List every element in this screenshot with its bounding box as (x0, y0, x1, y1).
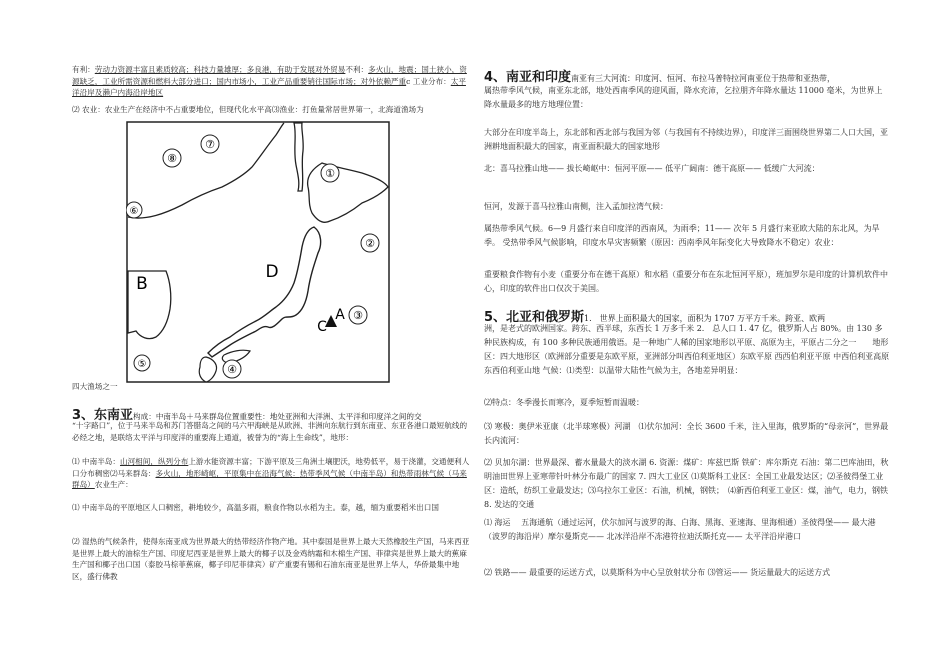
favorable-label: 有利： (72, 65, 95, 74)
india-agriculture-text: 重要粮食作物有小麦（重要分布在德干高原）和水稻（重要分布在东北恒河平原），班加罗尔是印度的计算机软件中心，印度的软件出口仅次于美国。 (484, 270, 888, 293)
russia-overview-text: 洲，是老式的欧洲国家。跨东、西半球，东西长 1 万多千米 2. 总人口 1. 47 亿，俄罗斯人占 80%。由 130 多种民族构成，有 100 多种民族通用俄语。是一种地广人稀的国家地形以平原、高原为主，平原占二分之一 地形区：四大地形区（欧洲部分重要是东欧平原，亚洲部分叫西伯利亚地区）东欧平原 西西伯利亚平原 中西伯利亚高原 东西伯利亚山地 气候：⑴类型：以温带大陆性气候为主，各地差异明显： (484, 324, 890, 375)
section-3-intro: 构成：中南半岛＋马来群岛位置重要性：地处亚洲和大洋洲、太平洋和印度洋之间的交 (133, 412, 422, 421)
agriculture-label: 农业生产： (94, 480, 133, 490)
map-label-8: ⑧ (167, 152, 177, 165)
section-3-title: 3、东南亚 (72, 408, 134, 423)
map-label-6: ⑥ (129, 206, 139, 217)
map-label-1: ① (325, 167, 335, 180)
malay-terrain: 多火山，地形崎岖，平原集中在沿海气候： (155, 468, 300, 478)
map-caption: 四大渔场之一 (72, 382, 118, 391)
map-marker-8 (163, 149, 181, 167)
ganges-text: 恒河，发源于喜马拉雅山南侧，注入孟加拉湾气候： (484, 202, 668, 211)
russia-resources-industry-text: ⑵ 贝加尔湖：世界最深、蓄水量最大的淡水湖 6. 资源：煤矿：库兹巴斯 铁矿：库尔斯克 石油：第二巴库油田，秋明油田世界上亚寒带针叶林分布最广的国家 7. 四大工业区 ⑴莫斯科工业区：全国工业最发达区；⑵圣彼得堡工业区：造纸，纺织工业最发达；⑶乌拉尔工业区：石油，机械，钢铁； ⑷新西伯利亚工业区：煤，油气，电力，钢铁 8. 发达的交通 (484, 458, 889, 509)
map-label-a: A (335, 307, 345, 323)
map-label-c: C (317, 319, 327, 335)
india-location-text: 大部分在印度半岛上，东北部和西北部与我国为邻（与我国有不持续边界），印度洋三面围绕世界第二人口大国，亚洲耕地面积最大的国家，南亚面积最大的国家地形 (484, 128, 888, 151)
section-4-title: 4、南亚和印度 (484, 70, 572, 85)
map-label-4: ④ (227, 363, 237, 376)
russia-rivers-text: ⑶ 寒极：奥伊米亚康（北半球寒极）河湖 ⑴伏尔加河：全长 3600 千米，注入里海，俄罗斯的“母亲河”，世界最长内流河： (484, 422, 889, 445)
map-marker-7 (201, 135, 219, 153)
map-label-sea-b: B (136, 274, 148, 294)
india-terrain-text: 北：喜马拉雅山地—— 拔长崎岖中：恒河平原—— 低平广阔南：德干高原—— 低缓广大河流： (484, 164, 820, 173)
section-5-intro: 1. 世界上面积最大的国家，面积为 1707 万平方千米。跨亚、欧两 (584, 314, 826, 323)
russia-sea-transport-text: ⑴ 海运 五海通航（通过运河，伏尔加河与波罗的海、白海、黑海、亚速海、里海相通）圣彼得堡—— 最大港（波罗的海沿岸）摩尔曼斯克—— 北冰洋沿岸不冻港符拉迪沃斯托克—— 太平洋沿岸港口 (484, 518, 876, 541)
industry-distribution: 太平洋沿岸及濑户内海沿岸地区 (72, 76, 466, 98)
section-4-intro: 南亚有三大河流：印度河、恒河、布拉马普特拉河南亚位于热带和亚热带， (571, 74, 836, 83)
sea-position-paragraph: “十字路口”，位于马来半岛和苏门答腊岛之间的马六甲海峡是从欧洲、非洲向东航行到东南亚、东亚各港口最短航线的必经之地，是联络太平洋与印度洋的重要海上通道，被誉为的“海上生命线”，地形： (72, 421, 468, 442)
map-marker-6 (126, 202, 142, 218)
terrain-climate-paragraph (72, 456, 472, 491)
map-label-5: ⑤ (137, 359, 147, 370)
unfavorable-text: 多火山，地震；国土狭小，资源缺乏，工业所需资源和燃料大部分进口；国内市场小，工业产品重要销往国际市场；对外依赖严重 (72, 65, 467, 86)
unfavorable-label: 不利： (345, 65, 369, 74)
japan-conditions-paragraph (72, 64, 472, 99)
rice-paragraph: ⑴ 中南半岛的平原地区人口稠密，耕地较少，高温多雨，粮食作物以水稻为主。泰，越，缅为重要稻米出口国 (72, 503, 439, 512)
map-label-7: ⑦ (205, 138, 215, 151)
section-5-title: 5、北亚和俄罗斯 (484, 310, 585, 325)
cash-crops-paragraph: ⑵ 湿热的气候条件，使得东南亚成为世界最大的热带经济作物产地。其中泰国是世界上最大天然橡胶生产国，马来西亚是世界上最大的油棕生产国、印度尼西亚是世界上最大的椰子以及金鸡纳霜和木棉生产国、菲律宾是世界上最大的蕉麻生产国和椰子出口国（泰胶马棕菲蕉麻，椰子印尼菲律宾）矿产重要有锡和石油东南亚是世界上华人，华侨最集中地区，盛行佛教 (72, 537, 470, 581)
japan-map (126, 121, 390, 383)
map-label-2: ② (365, 237, 375, 250)
climate-type: 热带季风气候（中南半岛）和热带雨林气候（马来群岛） (72, 468, 467, 490)
map-marker-5 (134, 355, 150, 371)
section-4-heading (484, 66, 835, 85)
favorable-text: 劳动力资源丰富且素质较高；科技力量雄厚； (94, 65, 247, 74)
russia-climate-feature-text: ⑵特点：冬季漫长而寒冷，夏季短暂而温暖： (484, 398, 644, 407)
map-marker-3 (349, 306, 367, 324)
south-asia-climate-text: 属热带季风气候，南亚东北部，地处西南季风的迎风面，降水充沛，乞拉朋齐年降水量达 11000 毫米，为世界上降水量最多的地方地理位置： (484, 86, 883, 109)
favorable-text-2: 多良港，有助于发展对外贸易 (246, 65, 346, 74)
indochina-label: ⑴ 中南半岛： (72, 457, 120, 466)
russia-rail-pipeline-text: ⑵ 铁路—— 最重要的运送方式，以莫斯科为中心呈放射状分布 ⑶管运—— 货运量最大的运送方式 (484, 568, 831, 577)
indochina-detail: 上游水能资源丰富；下游平原及三角洲土壤肥沃，地势低平，易于浇灌，交通便利人口分布稠密⑵马来群岛： (72, 457, 470, 478)
map-label-3: ③ (353, 309, 363, 322)
india-climate-text: 属热带季风气候。6—9 月盛行来自印度洋的西南风，为雨季；11—— 次年 5 月盛行来亚欧大陆的东北风，为旱季。 受热带季风气候影响，印度水旱灾害频繁（原因：西南季风年际变化大导致降水不稳定）农业： (484, 224, 880, 247)
map-marker-2 (361, 234, 379, 252)
map-marker-1 (321, 164, 339, 182)
industry-label: c 工业分布： (406, 76, 451, 86)
map-marker-4 (223, 360, 241, 378)
indochina-terrain: 山河相间，纵列分布 (119, 457, 189, 466)
agriculture-fishery-text: ⑵ 农业：农业生产在经济中不占重要地位，但现代化水平高⑶渔业：打鱼量常居世界第一，北海道渔场为 (72, 105, 424, 114)
map-label-sea-d: D (265, 262, 279, 282)
